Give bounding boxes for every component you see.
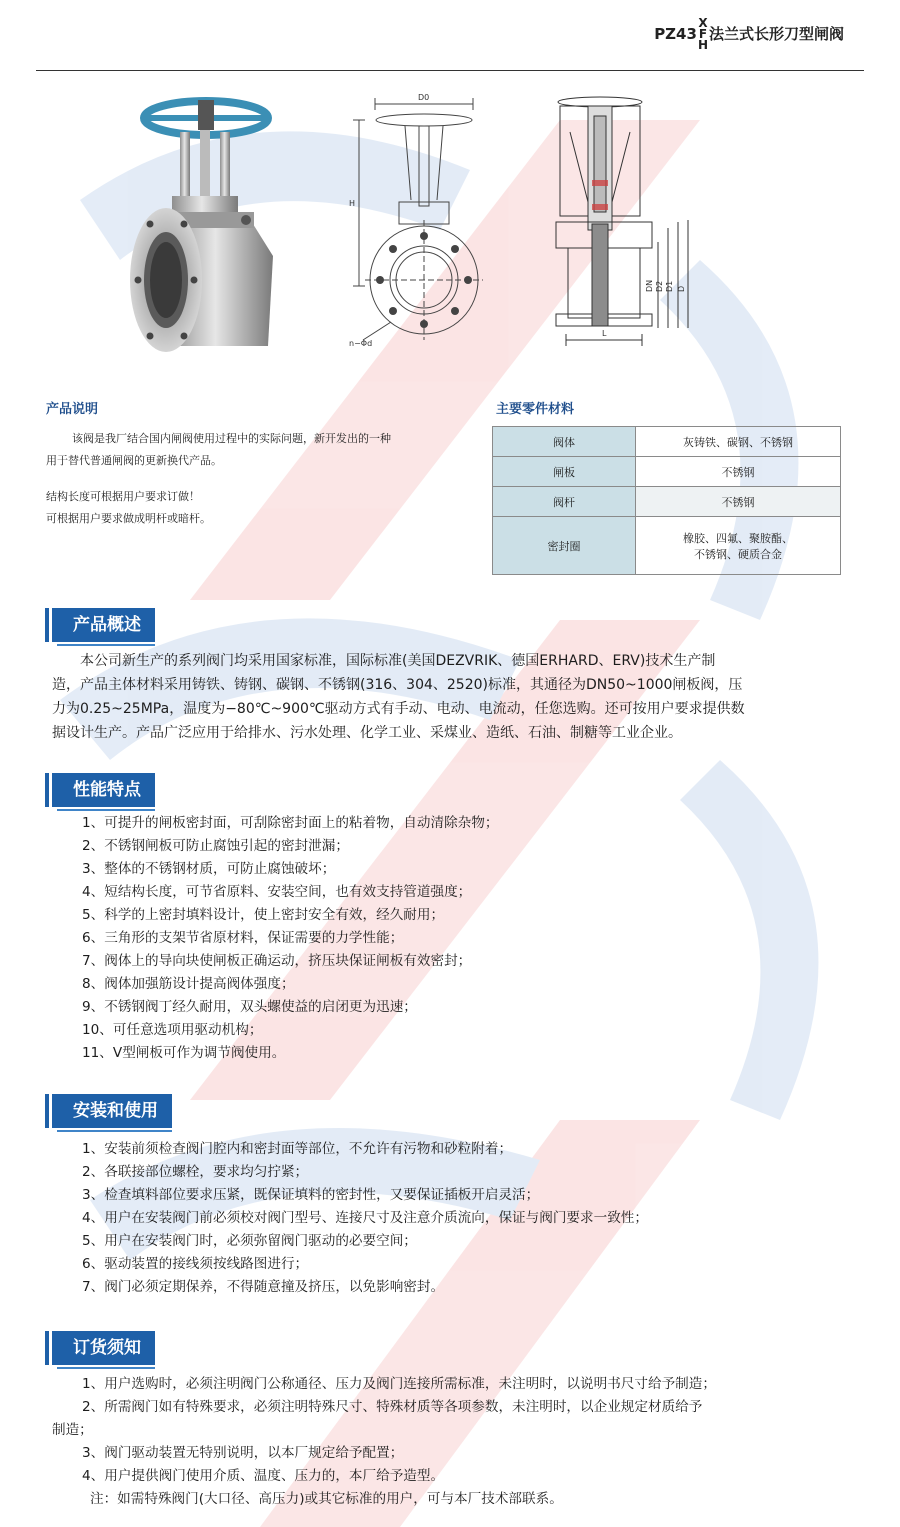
product-desc-line-1: 该阀是我厂结合国内闸阀使用过程中的实际问题，新开发出的一种: [72, 432, 391, 445]
table-row: [493, 517, 841, 575]
header-divider: [36, 70, 864, 71]
list-item-continuation: 制造；: [52, 1422, 93, 1438]
list-item: 3、阀门驱动装置无特别说明，以本厂规定给予配置；: [82, 1445, 404, 1461]
variant-h: H: [697, 38, 708, 52]
install-list: [82, 1138, 852, 1299]
overview-heading: 产品概述: [52, 608, 155, 642]
model-prefix: PZ43: [654, 25, 697, 43]
list-item: 1、安装前须检查阀门腔内和密封面等部位，不允许有污物和砂粒附着；: [82, 1141, 513, 1157]
section-view-drawing: [548, 92, 708, 354]
overview-line: 力为0.25~25MPa，温度为−80℃~900℃驱动方式有手动、电动、电流动，任您选购。还可按用户要求提供数: [52, 701, 745, 717]
label-l: L: [602, 329, 607, 338]
valve-photo: [128, 96, 326, 358]
list-item: 1、可提升的闸板密封面，可刮除密封面上的粘着物，自动清除杂物；: [82, 815, 499, 831]
order-list-cont: [52, 1419, 252, 1442]
materials-heading: 主要零件材料: [496, 402, 575, 417]
list-item: 7、阀体上的导向块使闸板正确运动，挤压块保证闸板有效密封；: [82, 953, 472, 969]
list-item: 8、阀体加强筋设计提高阀体强度；: [82, 976, 295, 992]
list-item: 2、各联接部位螺栓，要求均匀拧紧；: [82, 1164, 309, 1180]
list-item: 4、短结构长度，可节省原料、安装空间，也有效支持管道强度；: [82, 884, 472, 900]
list-item: 4、用户提供阀门使用介质、温度、压力的，本厂给予造型。: [82, 1468, 445, 1484]
part-name: 密封圈: [493, 517, 636, 575]
part-material: 不锈钢: [636, 457, 841, 487]
part-material-line: 橡胶、四氟、聚胺酯、: [683, 531, 793, 545]
order-heading: 订货须知: [52, 1331, 155, 1365]
features-list: [82, 812, 852, 1065]
list-item: 1、用户选购时，必须注明阀门公称通径、压力及阀门连接所需标准，未注明时，以说明书尺寸给予制造；: [82, 1376, 716, 1392]
list-item: 3、检查填料部位要求压紧，既保证填料的密封性，又要保证插板开启灵活；: [82, 1187, 540, 1203]
product-desc-line-2: 用于替代普通闸阀的更新换代产品。: [46, 454, 222, 467]
list-item: 6、三角形的支架节省原材料，保证需要的力学性能；: [82, 930, 404, 946]
table-row: [493, 457, 841, 487]
list-item: 5、用户在安装阀门时，必须弥留阀门驱动的必要空间；: [82, 1233, 417, 1249]
overview-line: 本公司新生产的系列阀门均采用国家标准，国际标准(美国DEZVRIK、德国ERHARD、ERV)技术生产制: [52, 653, 716, 669]
list-item: 4、用户在安装阀门前必须校对阀门型号、连接尺寸及注意介质流向，保证与阀门要求一致性；: [82, 1210, 648, 1226]
table-row: [493, 487, 841, 517]
variant-f: F: [698, 27, 708, 41]
product-desc-line-3: 结构长度可根据用户要求订做！: [46, 490, 200, 503]
front-view-drawing: [343, 90, 493, 350]
part-name: 闸板: [493, 457, 636, 487]
part-material-line: 不锈钢、硬质合金: [694, 547, 782, 561]
label-d0: D0: [418, 93, 430, 102]
list-item: 3、整体的不锈钢材质，可防止腐蚀破坏；: [82, 861, 336, 877]
overview-line: 据设计生产。产品广泛应用于给排水、污水处理、化学工业、采煤业、造纸、石油、制糖等工业企业。: [52, 725, 682, 741]
list-item: 7、阀门必须定期保养，不得随意撞及挤压，以免影响密封。: [82, 1279, 445, 1295]
part-material: [636, 517, 841, 575]
part-name: 阀体: [493, 427, 636, 457]
part-name: 阀杆: [493, 487, 636, 517]
variant-x: X: [698, 16, 708, 30]
list-item: 9、不锈钢阀丁经久耐用，双头螺使益的启闭更为迅速；: [82, 999, 417, 1015]
materials-table: [492, 426, 841, 575]
label-dn: DN: [645, 279, 654, 292]
label-h: H: [349, 199, 356, 208]
list-item: 11、V型闸板可作为调节阀使用。: [82, 1045, 286, 1061]
overview-text: [52, 649, 847, 745]
order-list-2: [82, 1442, 852, 1511]
part-material: 灰铸铁、碳钢、不锈钢: [636, 427, 841, 457]
features-heading: 性能特点: [52, 773, 155, 807]
label-n-phi-d: n−Φd: [349, 339, 373, 348]
list-item: 2、所需阀门如有特殊要求，必须注明特殊尺寸、特殊材质等各项参数，未注明时，以企业规定材质给予: [82, 1399, 703, 1415]
install-heading: 安装和使用: [52, 1094, 172, 1128]
model-variant-stack: [698, 18, 708, 51]
label-d2: D2: [655, 280, 664, 292]
order-note: 注：如需特殊阀门(大口径、高压力)或其它标准的用户，可与本厂技术部联系。: [90, 1491, 563, 1507]
order-list: [82, 1373, 852, 1419]
product-desc-heading: 产品说明: [46, 402, 99, 417]
list-item: 10、可任意选项用驱动机构；: [82, 1022, 263, 1038]
product-title: 法兰式长形刀型闸阀: [708, 25, 844, 43]
table-row: [493, 427, 841, 457]
label-d1: D1: [665, 280, 674, 292]
product-desc-body: [46, 428, 466, 530]
label-d: D: [677, 285, 686, 292]
page-header: [654, 18, 844, 66]
part-material: 不锈钢: [636, 487, 841, 517]
list-item: 5、科学的上密封填料设计，使上密封安全有效，经久耐用；: [82, 907, 445, 923]
product-desc-line-4: 可根据用户要求做成明杆或暗杆。: [46, 512, 211, 525]
list-item: 6、驱动装置的接线须按线路图进行；: [82, 1256, 309, 1272]
overview-line: 造，产品主体材料采用铸铁、铸钢、碳钢、不锈钢(316、304、2520)标准，其通径为DN50~1000闸板阀，压: [52, 677, 743, 693]
list-item: 2、不锈钢闸板可防止腐蚀引起的密封泄漏；: [82, 838, 349, 854]
